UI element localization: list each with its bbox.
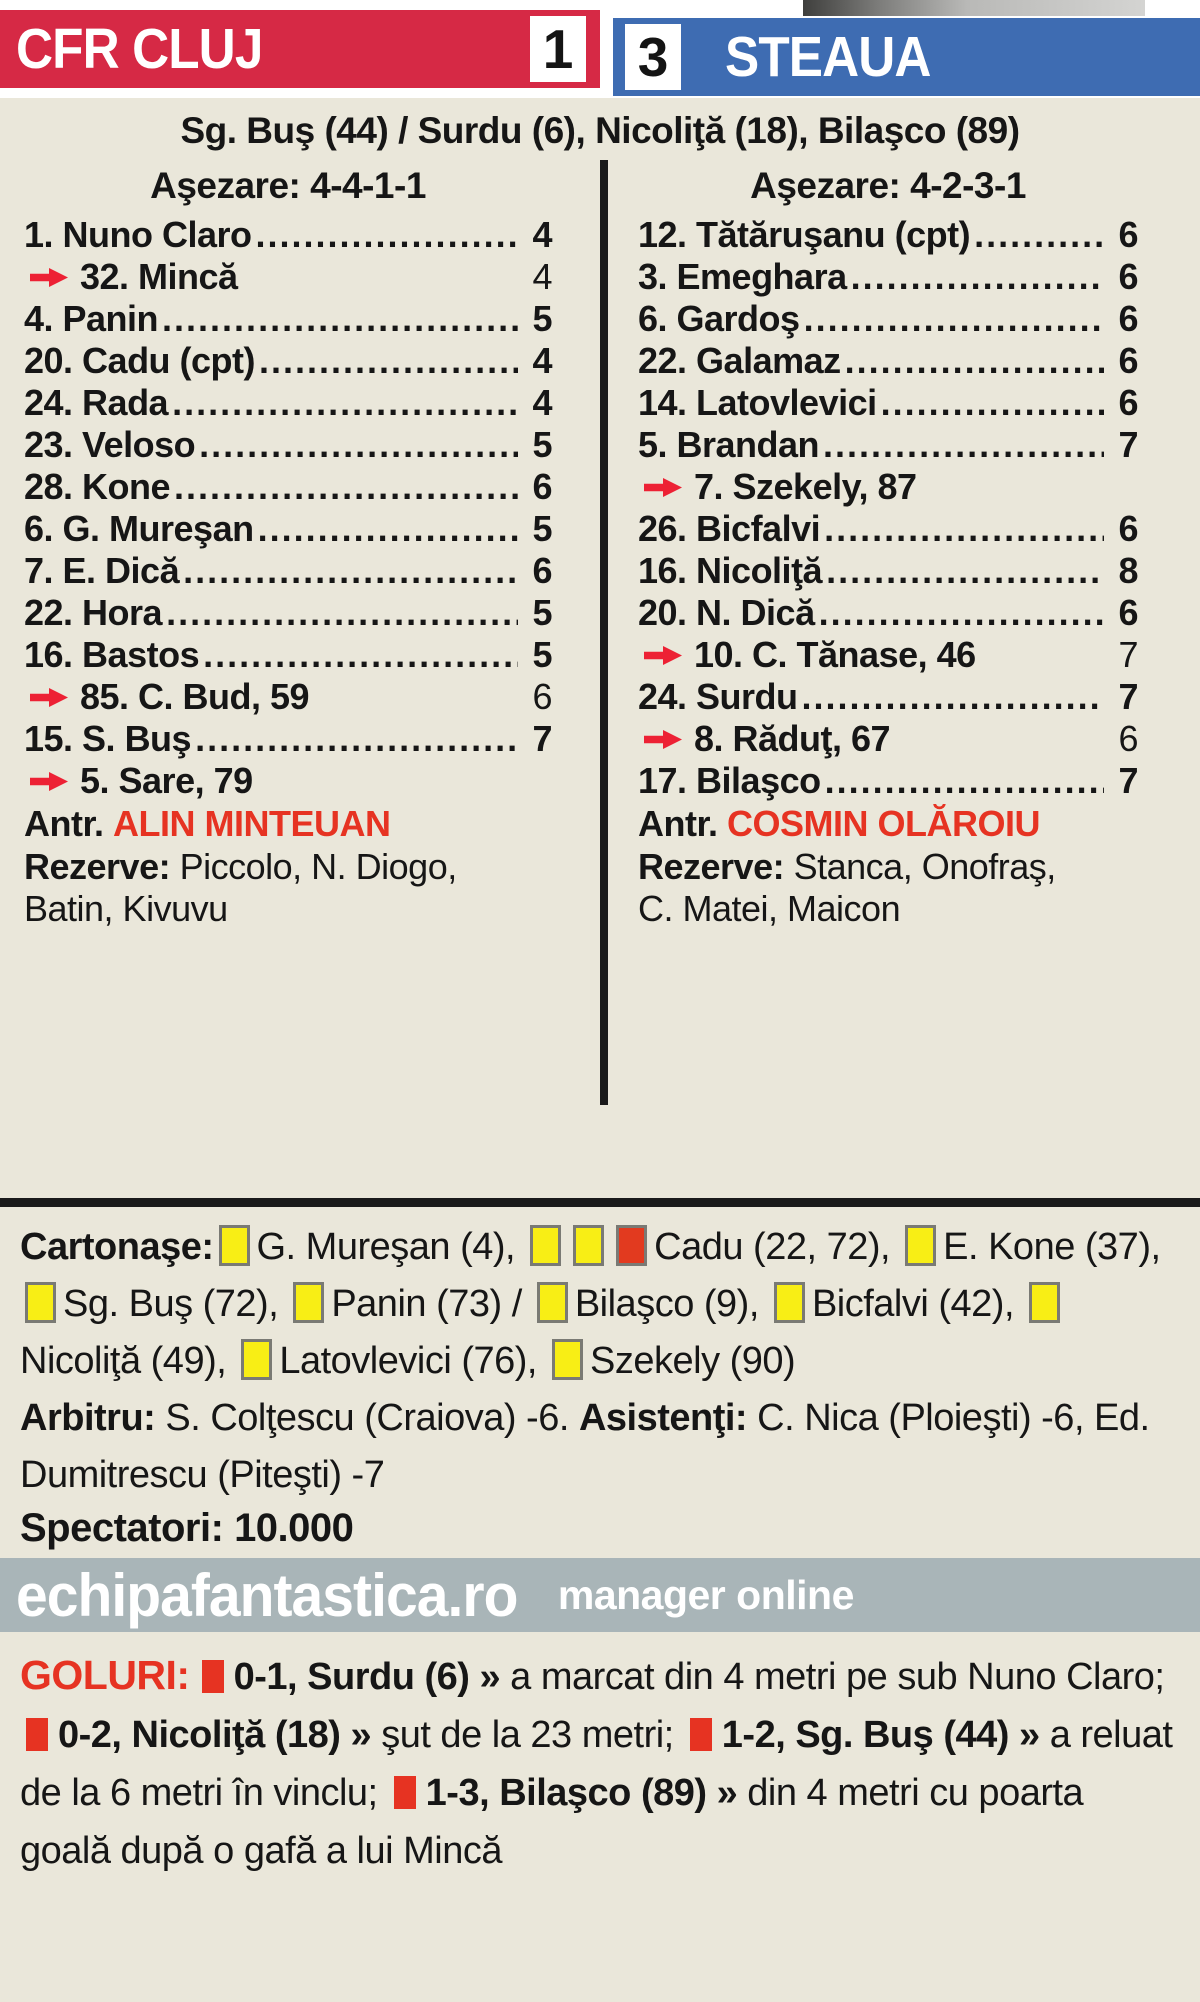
- goals-section: [20, 1646, 1180, 1880]
- spectators-count: 10.000: [234, 1506, 354, 1550]
- photo-edge-artifact: [803, 0, 1145, 16]
- spectators-line: [20, 1504, 1180, 1552]
- red-card-icon: [616, 1225, 647, 1266]
- substitution-arrow-icon: [644, 646, 682, 665]
- goal-chevron-icon: »: [1018, 1714, 1050, 1756]
- player-rating: 6: [1118, 340, 1138, 381]
- column-divider: [600, 160, 608, 1105]
- home-coach-line: [24, 802, 552, 846]
- player-rating: 5: [532, 424, 552, 465]
- spectators-label: Spectatori:: [20, 1506, 224, 1550]
- player-row: [24, 424, 552, 466]
- home-reserves-names: Piccolo, N. Diogo, Batin, Kivuvu: [24, 846, 457, 929]
- player-row: [24, 466, 552, 508]
- player-rating: 7: [1118, 760, 1138, 801]
- player-name: 22. Hora: [24, 592, 163, 633]
- player-rating: 5: [532, 508, 552, 549]
- home-team-bar: [0, 10, 600, 88]
- substitution-arrow-icon: [30, 772, 68, 791]
- home-team-name: CFR CLUJ: [16, 17, 263, 81]
- player-rating: 6: [532, 466, 552, 507]
- player-rating: 8: [1118, 550, 1138, 591]
- away-coach-name: COSMIN OLĂROIU: [727, 803, 1041, 844]
- player-name: 85. C. Bud, 59: [80, 676, 310, 717]
- goal-square-icon: [394, 1776, 416, 1809]
- home-reserves: [24, 846, 464, 930]
- assistants-names: C. Nica (Ploieşti) -6, Ed. Dumitrescu (Piteşti) -7: [20, 1397, 1150, 1496]
- player-rating: 4: [532, 256, 552, 297]
- player-row: [638, 760, 1138, 802]
- player-name: 32. Mincă: [80, 256, 238, 297]
- goalscorers-line: Sg. Buş (44) / Surdu (6), Nicoliţă (18), Bilaşco (89): [180, 110, 1020, 151]
- referee-label: Arbitru:: [20, 1397, 156, 1439]
- away-team-bar: [613, 18, 1200, 96]
- substitution-arrow-icon: [644, 730, 682, 749]
- yellow-card-icon: [774, 1282, 805, 1323]
- away-coach-line: [638, 802, 1138, 846]
- player-name: 6. Gardoş: [638, 298, 800, 339]
- reserves-label: Rezerve:: [24, 846, 171, 887]
- away-reserves: [638, 846, 1078, 930]
- player-row: [24, 340, 552, 382]
- player-name: 1. Nuno Claro: [24, 214, 252, 255]
- substitution-arrow-icon: [30, 268, 68, 287]
- away-lineup-column: [638, 156, 1138, 1198]
- dotted-leader: [823, 424, 1104, 466]
- substitution-arrow-icon: [30, 772, 68, 791]
- player-name: 28. Kone: [24, 466, 171, 507]
- player-rating: 6: [1118, 508, 1138, 549]
- player-row: [24, 592, 552, 634]
- home-players-list: [24, 214, 552, 802]
- section-divider: [0, 1198, 1200, 1207]
- dotted-leader: [183, 550, 518, 592]
- player-name: 5. Sare, 79: [80, 760, 253, 801]
- referee-name: S. Colţescu (Craiova) -6.: [165, 1397, 569, 1439]
- coach-label: Antr.: [638, 803, 718, 844]
- player-name: 10. C. Tănase, 46: [694, 634, 976, 675]
- player-row: [24, 256, 552, 298]
- dotted-leader: [259, 340, 518, 382]
- player-name: 7. E. Dică: [24, 550, 180, 591]
- player-name: 15. S. Buş: [24, 718, 192, 759]
- banner-site-name: echipafantastica.ro: [16, 1561, 518, 1629]
- goal-square-icon: [26, 1718, 48, 1751]
- goal-square-icon: [690, 1718, 712, 1751]
- yellow-card-icon: [905, 1225, 936, 1266]
- player-rating: 6: [1118, 718, 1138, 759]
- away-team-name: STEAUA: [725, 25, 931, 89]
- goal-chevron-icon: »: [716, 1772, 748, 1814]
- player-row: [24, 550, 552, 592]
- home-coach-name: ALIN MINTEUAN: [113, 803, 391, 844]
- substitution-arrow-icon: [644, 730, 682, 749]
- player-name: 7. Szekely, 87: [694, 466, 917, 507]
- yellow-card-icon: [552, 1339, 583, 1380]
- player-name: 14. Latovlevici: [638, 382, 877, 423]
- player-row: [638, 718, 1138, 760]
- reserves-label: Rezerve:: [638, 846, 785, 887]
- player-row: [638, 466, 1138, 508]
- yellow-card-icon: [241, 1339, 272, 1380]
- dotted-leader: [845, 340, 1104, 382]
- goal-score: 0-2, Nicoliţă (18): [58, 1714, 351, 1756]
- lineups-section: [0, 156, 1200, 1198]
- player-name: 5. Brandan: [638, 424, 820, 465]
- dotted-leader: [203, 634, 518, 676]
- substitution-arrow-icon: [644, 646, 682, 665]
- dotted-leader: [174, 466, 518, 508]
- card-entry-text: Nicoliţă (49),: [20, 1340, 237, 1382]
- player-row: [24, 382, 552, 424]
- goal-chevron-icon: »: [350, 1714, 382, 1756]
- cards-section: [20, 1219, 1180, 1390]
- substitution-arrow-icon: [644, 478, 682, 497]
- card-entry-text: Bilaşco (9),: [574, 1283, 769, 1325]
- goal-score: 1-3, Bilaşco (89): [425, 1772, 717, 1814]
- goal-description: din 4 metri cu poarta goală după o gafă a lui Mincă: [20, 1772, 1084, 1872]
- player-rating: 6: [532, 550, 552, 591]
- goal-description: a marcat din 4 metri pe sub Nuno Claro;: [510, 1656, 1165, 1698]
- player-row: [24, 508, 552, 550]
- yellow-card-icon: [537, 1282, 568, 1323]
- score-header: [0, 10, 1200, 98]
- dotted-leader: [256, 214, 518, 256]
- card-entry-text: Cadu (22, 72),: [654, 1226, 901, 1268]
- player-row: [24, 718, 552, 760]
- dotted-leader: [258, 508, 518, 550]
- player-name: 16. Bastos: [24, 634, 200, 675]
- player-row: [638, 634, 1138, 676]
- yellow-card-icon: [530, 1225, 561, 1266]
- card-entry-text: Sg. Buş (72),: [63, 1283, 289, 1325]
- banner-tagline: manager online: [557, 1571, 854, 1618]
- card-entry-text: Szekely (90): [590, 1340, 796, 1382]
- player-rating: 6: [1118, 256, 1138, 297]
- player-name: 4. Panin: [24, 298, 159, 339]
- top-strip: [0, 0, 1200, 10]
- cards-label: Cartonaşe:: [20, 1226, 214, 1268]
- player-rating: 4: [532, 340, 552, 381]
- dotted-leader: [804, 298, 1104, 340]
- promo-banner: [0, 1558, 1200, 1632]
- player-row: [638, 592, 1138, 634]
- player-row: [638, 508, 1138, 550]
- dotted-leader: [851, 256, 1104, 298]
- dotted-leader: [825, 760, 1104, 802]
- player-rating: 5: [532, 634, 552, 675]
- yellow-card-icon: [219, 1225, 250, 1266]
- player-row: [638, 298, 1138, 340]
- player-rating: 5: [532, 592, 552, 633]
- player-rating: 7: [1118, 676, 1138, 717]
- goal-score: 0-1, Surdu (6): [233, 1656, 480, 1698]
- player-rating: 7: [1118, 634, 1138, 675]
- player-row: [638, 214, 1138, 256]
- away-formation: Aşezare: 4-2-3-1: [750, 165, 1026, 206]
- yellow-card-icon: [25, 1282, 56, 1323]
- player-row: [24, 298, 552, 340]
- player-rating: 6: [1118, 592, 1138, 633]
- player-name: 26. Bicfalvi: [638, 508, 821, 549]
- goal-description: şut de la 23 metri;: [381, 1714, 684, 1756]
- player-name: 12. Tătăruşanu (cpt): [638, 214, 971, 255]
- player-rating: 5: [532, 298, 552, 339]
- player-row: [24, 760, 552, 802]
- player-row: [638, 340, 1138, 382]
- goal-square-icon: [202, 1660, 224, 1693]
- yellow-card-icon: [573, 1225, 604, 1266]
- coach-label: Antr.: [24, 803, 104, 844]
- player-rating: 4: [532, 214, 552, 255]
- substitution-arrow-icon: [644, 478, 682, 497]
- player-name: 17. Bilaşco: [638, 760, 821, 801]
- player-name: 20. Cadu (cpt): [24, 340, 256, 381]
- home-formation: Aşezare: 4-4-1-1: [150, 165, 426, 206]
- goals-list: [20, 1656, 1172, 1872]
- card-entry-text: E. Kone (37),: [943, 1226, 1161, 1268]
- player-name: 6. G. Mureşan: [24, 508, 254, 549]
- player-rating: 7: [532, 718, 552, 759]
- dotted-leader: [166, 592, 518, 634]
- card-entry-text: Latovlevici (76),: [279, 1340, 548, 1382]
- player-name: 16. Nicoliţă: [638, 550, 823, 591]
- card-entry-text: Panin (73) /: [331, 1283, 532, 1325]
- player-row: [638, 676, 1138, 718]
- substitution-arrow-icon: [30, 688, 68, 707]
- player-rating: 6: [1118, 298, 1138, 339]
- goal-chevron-icon: »: [479, 1656, 511, 1698]
- assistants-label: Asistenţi:: [578, 1397, 748, 1439]
- player-row: [24, 634, 552, 676]
- player-name: 8. Răduţ, 67: [694, 718, 891, 759]
- player-row: [24, 676, 552, 718]
- away-players-list: [638, 214, 1138, 802]
- player-rating: 4: [532, 382, 552, 423]
- yellow-card-icon: [1029, 1282, 1060, 1323]
- away-score: 3: [625, 24, 681, 90]
- goals-label: GOLURI:: [20, 1652, 190, 1698]
- dotted-leader: [881, 382, 1104, 424]
- player-rating: 7: [1118, 424, 1138, 465]
- substitution-arrow-icon: [30, 268, 68, 287]
- player-rating: 6: [1118, 214, 1138, 255]
- dotted-leader: [824, 508, 1104, 550]
- dotted-leader: [974, 214, 1104, 256]
- player-name: 24. Rada: [24, 382, 169, 423]
- player-row: [638, 424, 1138, 466]
- player-name: 24. Surdu: [638, 676, 798, 717]
- home-lineup-column: [24, 156, 552, 1198]
- player-rating: 6: [1118, 382, 1138, 423]
- player-row: [638, 256, 1138, 298]
- card-entry-text: Bicfalvi (42),: [811, 1283, 1025, 1325]
- player-name: 22. Galamaz: [638, 340, 841, 381]
- player-row: [24, 214, 552, 256]
- player-row: [638, 550, 1138, 592]
- yellow-card-icon: [293, 1282, 324, 1323]
- away-reserves-names: Stanca, Onofraş, C. Matei, Maicon: [638, 846, 1056, 929]
- player-row: [638, 382, 1138, 424]
- dotted-leader: [199, 424, 518, 466]
- dotted-leader: [802, 676, 1104, 718]
- substitution-arrow-icon: [30, 688, 68, 707]
- player-name: 23. Veloso: [24, 424, 196, 465]
- player-name: 3. Emeghara: [638, 256, 847, 297]
- player-rating: 6: [532, 676, 552, 717]
- dotted-leader: [162, 298, 518, 340]
- goal-score: 1-2, Sg. Buş (44): [721, 1714, 1019, 1756]
- officials-section: [20, 1390, 1180, 1504]
- player-name: 20. N. Dică: [638, 592, 815, 633]
- dotted-leader: [819, 592, 1104, 634]
- card-entry-text: G. Mureşan (4),: [256, 1226, 526, 1268]
- goal-description: a reluat de la 6 metri în vinclu;: [20, 1714, 1173, 1814]
- dotted-leader: [172, 382, 518, 424]
- dotted-leader: [826, 550, 1104, 592]
- dotted-leader: [195, 718, 518, 760]
- home-score: 1: [530, 16, 586, 82]
